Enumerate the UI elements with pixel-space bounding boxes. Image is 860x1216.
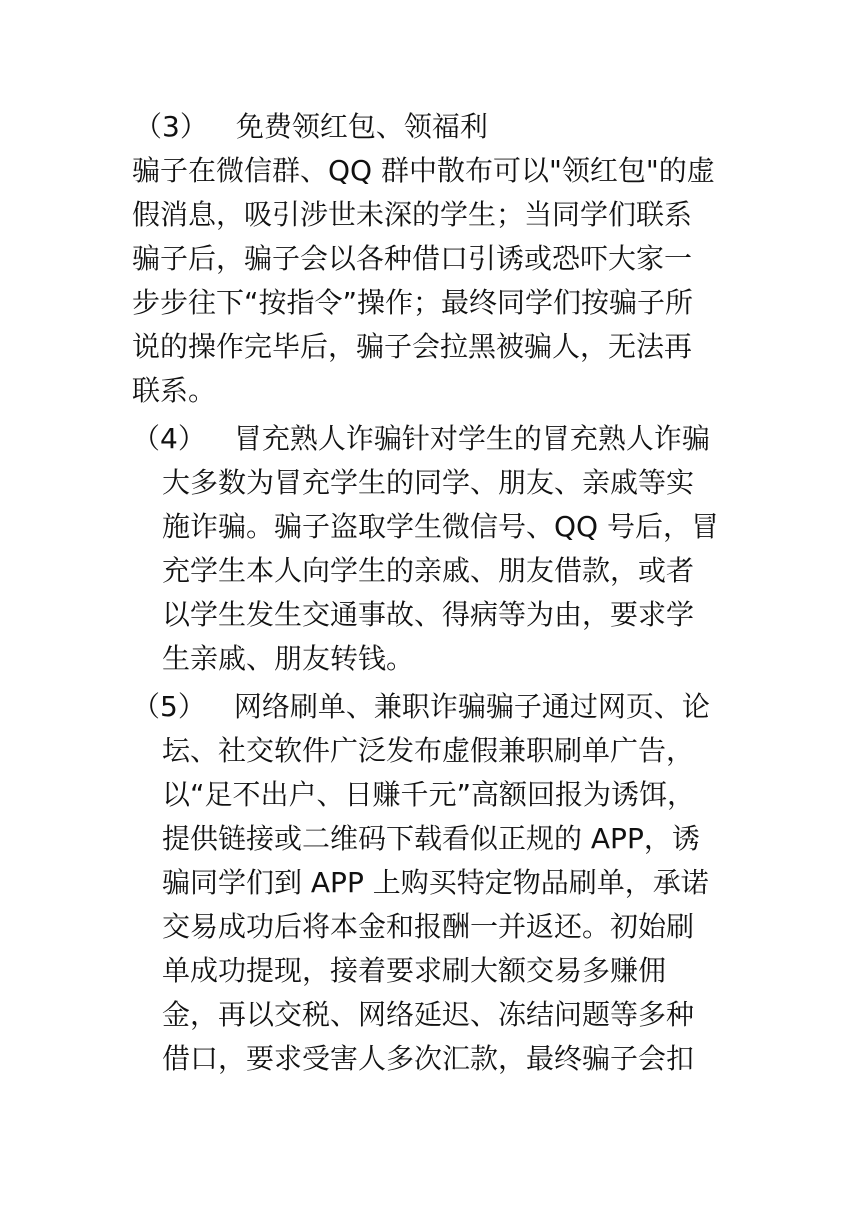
section-3-line-6: 联系。 (132, 374, 217, 407)
section-5-line-4: 骗同学们到 APP 上购买特定物品刷单，承诺 (162, 866, 709, 899)
section-5-line-5: 交易成功后将本金和报酬一并返还。初始刷 (162, 910, 695, 943)
section-3-line-2: 假消息，吸引涉世未深的学生；当同学们联系 (132, 198, 693, 231)
section-5-line-8: 借口，要求受害人多次汇款，最终骗子会扣 (162, 1042, 695, 1075)
section-5-line-7: 金，再以交税、网络延迟、冻结问题等多种 (162, 998, 695, 1031)
section-3-line-5: 说的操作完毕后，骗子会拉黑被骗人，无法再 (132, 330, 693, 363)
section-4-line-1: 大多数为冒充学生的同学、朋友、亲戚等实 (162, 466, 695, 499)
section-5-line-6: 单成功提现，接着要求刷大额交易多赚佣 (162, 954, 667, 987)
section-4-first-line: 冒充熟人诈骗针对学生的冒充熟人诈骗 (233, 422, 710, 455)
section-3-number: （3） (134, 110, 208, 143)
section-4-number: （4） (132, 422, 206, 455)
section-3-line-1: 骗子在微信群、QQ 群中散布可以"领红包"的虚 (132, 154, 715, 187)
section-4-line-2: 施诈骗。骗子盗取学生微信号、QQ 号后，冒 (162, 510, 719, 543)
section-5-line-3: 提供链接或二维码下载看似正规的 APP，诱 (162, 822, 700, 855)
section-5-number: （5） (132, 690, 206, 723)
section-5-line-1: 坛、社交软件广泛发布虚假兼职刷单广告， (162, 734, 695, 767)
section-4-line-4: 以学生发生交通事故、得病等为由，要求学 (162, 598, 695, 631)
section-5-line-2: 以“足不出户、日赚千元”高额回报为诱饵， (162, 778, 696, 811)
section-3-title: 免费领红包、领福利 (235, 110, 488, 143)
section-3-line-3: 骗子后，骗子会以各种借口引诱或恐吓大家一 (132, 242, 693, 275)
section-4-line-3: 充学生本人向学生的亲戚、朋友借款，或者 (162, 554, 695, 587)
section-4-heading (132, 421, 710, 457)
section-5-heading (132, 689, 710, 725)
section-3-heading (134, 109, 488, 145)
section-4-line-5: 生亲戚、朋友转钱。 (162, 642, 415, 675)
section-3-line-4: 步步往下“按指令”操作；最终同学们按骗子所 (132, 286, 694, 319)
section-5-first-line: 网络刷单、兼职诈骗骗子通过网页、论 (233, 690, 710, 723)
